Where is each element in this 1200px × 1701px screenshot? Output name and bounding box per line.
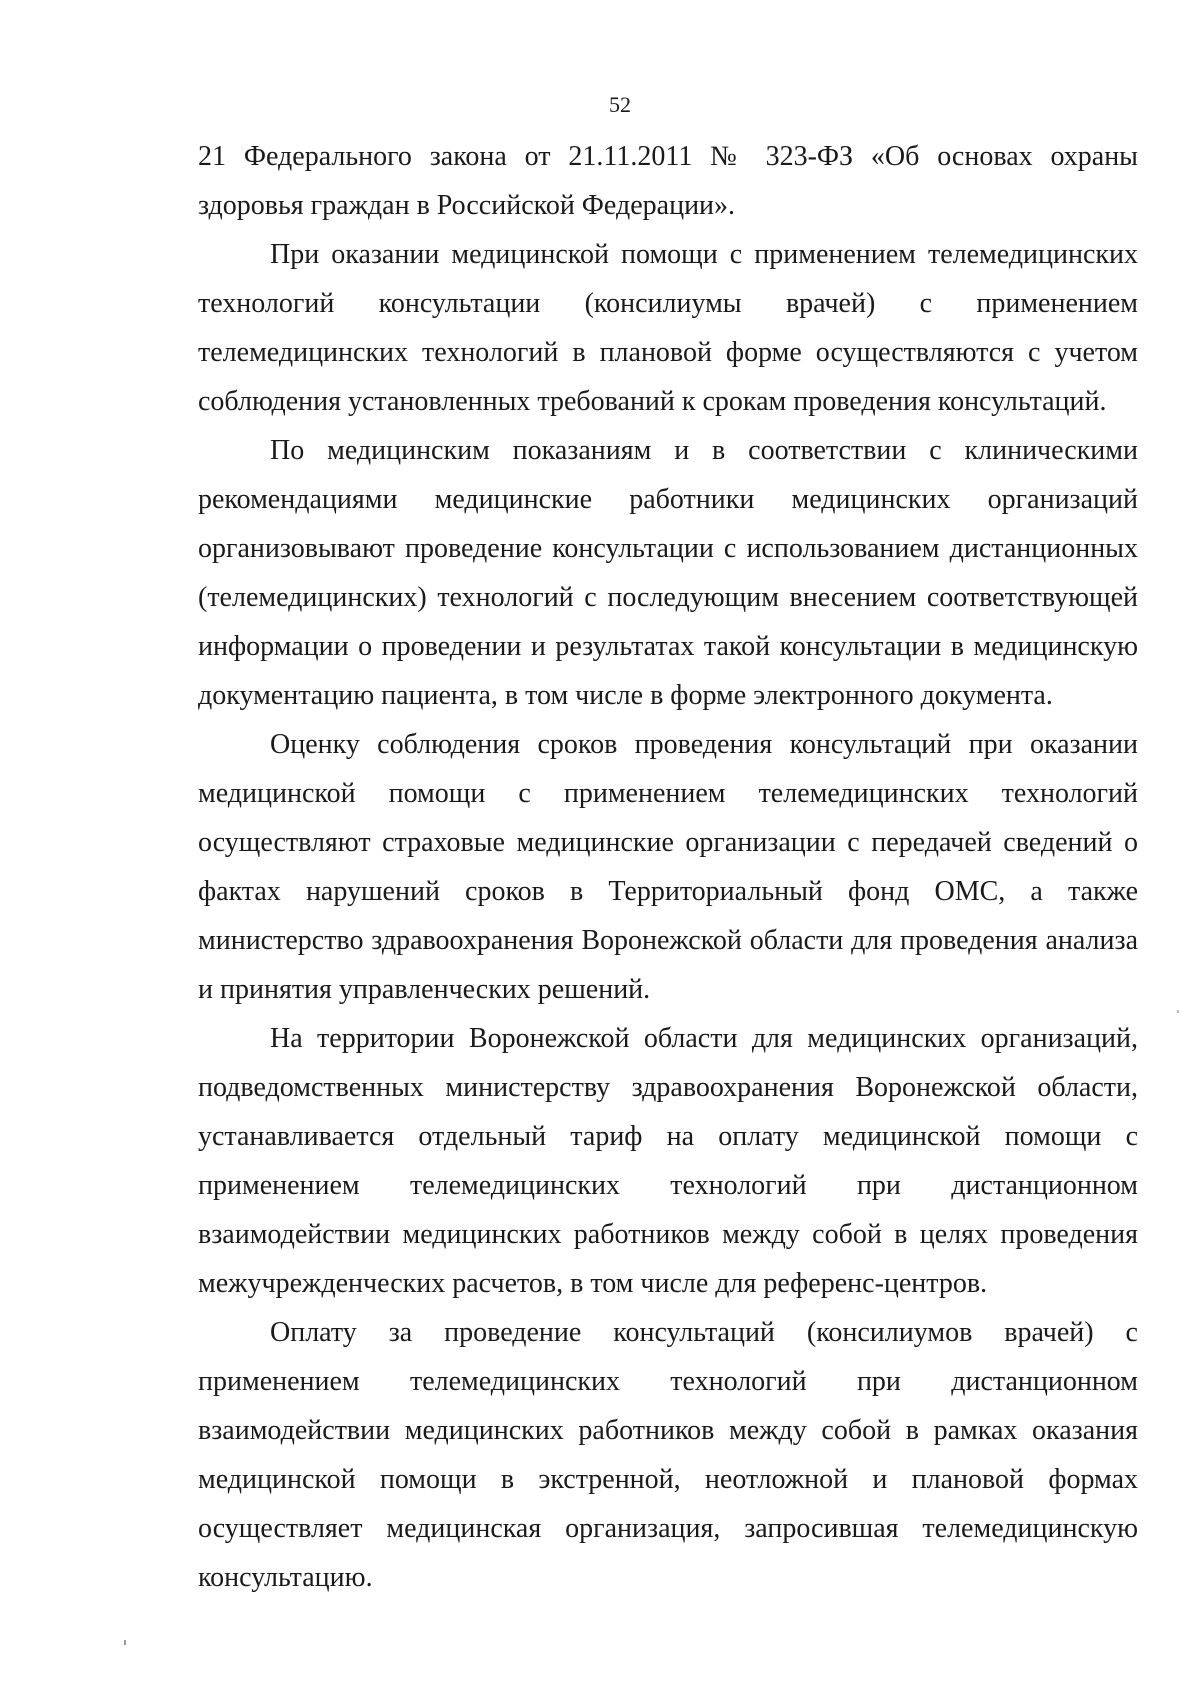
paragraph-tariff: На территории Воронежской области для медицинских организаций, подведомственных министерству здравоохранения Воронежской области, устанавливается отдельный тариф на оплату медицинской помощи с применением телемедицинских технологий при дистанционном взаимодействии медицинских работников между собой в целях проведения межучрежденческих расчетов, в том числе для референс-центров. [198, 1023, 1138, 1299]
paragraph-telemedicine-consultations: При оказании медицинской помощи с применением телемедицинских технологий консультации (консилиумы врачей) с применением телемедицинских технологий в плановой форме осуществляются с учетом соблюдения установленных требований к срокам проведения консультаций. [198, 239, 1138, 417]
scan-speck [1177, 1010, 1179, 1013]
paragraph-continuation: 21 Федерального закона от 21.11.2011 № 323-ФЗ «Об основах охраны здоровья граждан в Российской Федерации». [198, 141, 1138, 221]
paragraph-deadline-assessment: Оценку соблюдения сроков проведения консультаций при оказании медицинской помощи с применением телемедицинских технологий осуществляют страховые медицинские организации с передачей сведений о фактах нарушений сроков в Территориальный фонд ОМС, а также министерство здравоохранения Воронежской области для проведения анализа и принятия управленческих решений. [198, 729, 1138, 1005]
paragraph-payment: Оплату за проведение консультаций (консилиумов врачей) с применением телемедицинских технологий при дистанционном взаимодействии медицинских работников между собой в рамках оказания медицинской помощи в экстренной, неотложной и плановой формах осуществляет медицинская организация, запросившая телемедицинскую консультацию. [198, 1317, 1138, 1593]
paragraph-clinical-recommendations: По медицинским показаниям и в соответствии с клиническими рекомендациями медицинские работники медицинских организаций организовывают проведение консультации с использованием дистанционных (телемедицинских) технологий с последующим внесением соответствующей информации о проведении и результатах такой консультации в медицинскую документацию пациента, в том числе в форме электронного документа. [198, 435, 1138, 711]
page-number: 52 [609, 92, 631, 117]
document-body [198, 132, 1138, 1602]
scan-speck [124, 1640, 126, 1645]
